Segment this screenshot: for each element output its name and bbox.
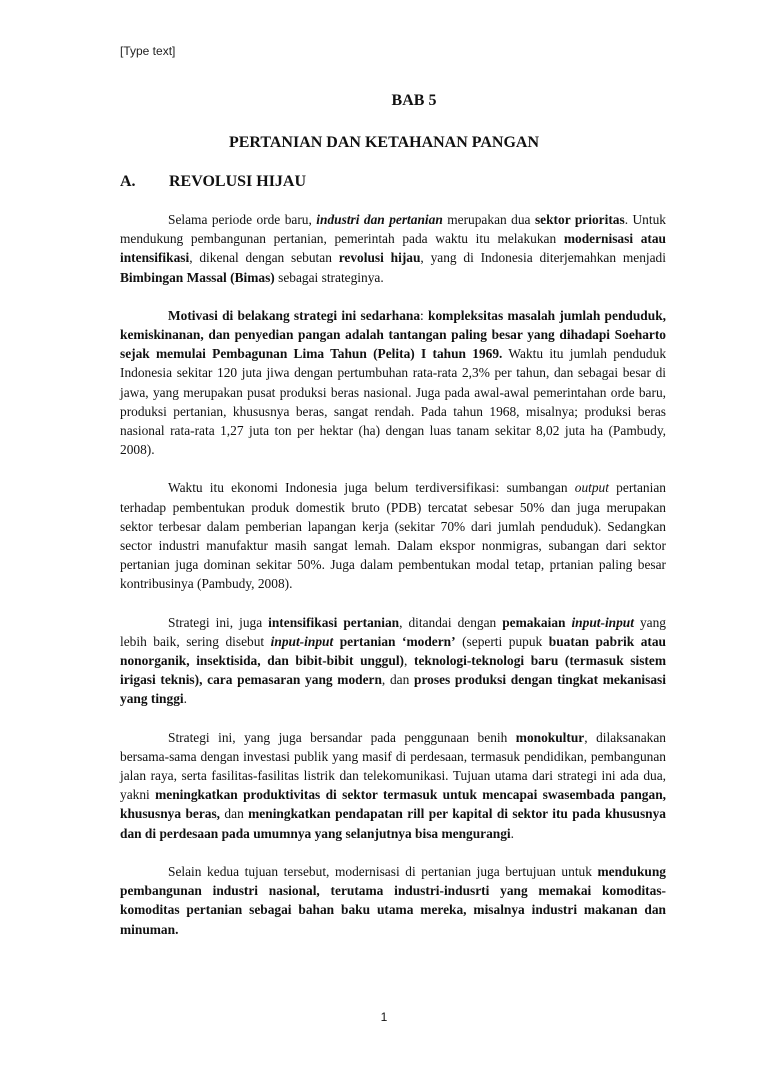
body-text	[120, 210, 666, 958]
text-run: kompleksitas masalah jumlah penduduk, kemiskinanan, dan penyedian pangan adalah tantangan paling besar yang dihadapi Soeharto sejak memulai Pembagunan Lima Tahun (Pelita) I tahun 1969.	[120, 307, 666, 362]
text-run: .	[510, 825, 515, 841]
text-run: Strategi ini, juga	[168, 614, 269, 630]
text-run: dan	[220, 806, 249, 822]
text-run: ,	[404, 653, 414, 669]
page-header: [Type text]	[120, 44, 176, 58]
paragraph-2	[120, 306, 666, 460]
text-run: sektor prioritas	[534, 212, 625, 227]
text-run: merupakan dua	[442, 212, 535, 227]
section-heading	[120, 173, 306, 191]
text-run: yang lebih baik, sering disebut	[120, 614, 666, 649]
paragraph-3	[120, 478, 666, 593]
text-run: sebagai strateginya.	[274, 269, 384, 285]
text-run: , yang di Indonesia diterjemahkan menjadi	[420, 250, 666, 266]
text-run: Strategi ini, yang juga bersandar pada penggunaan benih	[168, 729, 516, 745]
text-run: Selain kedua tujuan tersebut, modernisasi di pertanian juga bertujuan untuk	[168, 863, 598, 879]
text-run: , ditandai dengan	[399, 614, 503, 630]
text-run: pertanian terhadap pembentukan produk domestik bruto (PDB) tercatat sebesar 50% dan juga merupakan sektor terbesar dalam pemberian lapangan kerja (sekitar 70% dari jumlah penduduk). Sedangkan sector industri manufaktur masih sangat lemah. Dalam ekspor nonmigras, subangan dari sektor pertanian juga dominan sekitar 50%. Juga dalam pembentukan modal tetap, prtanian paling besar kontribusinya (Pambudy, 2008).	[120, 480, 666, 592]
text-run: output	[574, 480, 609, 496]
text-run: :	[420, 307, 429, 323]
text-run: Bimbingan Massal (Bimas)	[120, 269, 275, 285]
text-run: pertanian ‘modern’	[333, 633, 456, 649]
text-run: buatan pabrik atau nonorganik, insektisida, dan bibit-bibit unggul)	[120, 633, 666, 669]
section-title: REVOLUSI HIJAU	[169, 173, 307, 190]
text-run: , dilaksanakan bersama-sama dengan investasi publik yang masif di perdesaan, termasuk pendidikan, pembangunan jalan raya, serta fasilitas-fasilitas listrik dan telekomunikasi. Tujuan utama dari strategi ini ada dua, yakni	[120, 729, 666, 803]
chapter-title: PERTANIAN DAN KETAHANAN PANGAN	[228, 134, 540, 151]
text-run: Motivasi di belakang strategi ini sedarhana	[168, 307, 421, 323]
page-number: 1	[380, 1010, 388, 1024]
text-run: monokultur	[515, 729, 585, 745]
text-run: Waktu itu ekonomi Indonesia juga belum terdiversifikasi: sumbangan	[168, 480, 575, 496]
text-run: pemakaian	[502, 614, 572, 630]
paragraph-5	[120, 728, 666, 843]
text-run: .	[183, 691, 187, 707]
text-run: , dikenal dengan sebutan	[189, 250, 339, 266]
text-run: modernisasi atau intensifikasi	[120, 231, 666, 266]
text-run: teknologi-teknologi baru (termasuk sistem irigasi teknis), cara pemasaran yang modern	[120, 653, 666, 688]
paragraph-1	[120, 210, 666, 287]
chapter-number: BAB 5	[391, 92, 437, 109]
section-number: A.	[120, 173, 136, 190]
text-run: input-input	[571, 614, 634, 630]
text-run: meningkatkan pendapatan rill per kapital di sektor itu pada khususnya dan di perdesaan pada umumnya yang selanjutnya bisa mengurangi	[120, 806, 666, 841]
text-run: industri dan pertanian	[316, 212, 443, 227]
text-run: . Untuk mendukung pembangunan pertanian, pemerintah pada waktu itu melakukan	[120, 212, 666, 247]
text-run: proses produksi dengan tingkat mekanisasi yang tinggi	[120, 672, 666, 707]
paragraph-4	[120, 613, 666, 709]
text-run: input-input	[270, 633, 334, 649]
text-run: revolusi hijau	[338, 250, 421, 266]
text-run: Waktu itu jumlah penduduk Indonesia sekitar 120 juta jiwa dengan pertumbuhan rata-rata 2,3% per tahun, dan sebagai besar di jawa, yang merupakan pusat produksi beras nasional. Juga pada awal-awal pemerintahan orde baru, produksi pertanian, khususnya beras, sangat rendah. Pada tahun 1968, misalnya; produksi beras nasional rata-rata 1,27 juta ton per hektar (ha) dengan luas tanam sekitar 8,02 juta ha (Pambudy, 2008).	[120, 346, 667, 458]
text-run: Selama periode orde baru,	[168, 212, 317, 227]
text-run: mendukung pembangunan industri nasional, terutama industri-indusrti yang memakai komoditas-komoditas pertanian sebagai bahan baku utama mereka, misalnya industri makanan dan minuman.	[120, 863, 666, 937]
text-run: (seperti pupuk	[455, 633, 549, 649]
text-run: intensifikasi pertanian	[268, 614, 400, 630]
text-run: meningkatkan produktivitas di sektor termasuk untuk mencapai swasembada pangan, khususnya beras,	[120, 787, 666, 822]
text-run: , dan	[381, 672, 415, 688]
paragraph-6	[120, 862, 666, 939]
